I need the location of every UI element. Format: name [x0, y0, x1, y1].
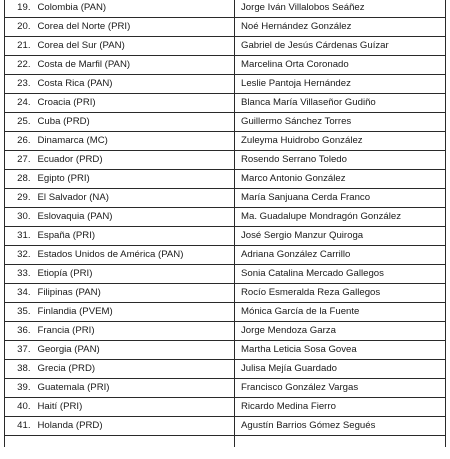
column-divider	[234, 435, 235, 447]
country-party-cell: Holanda (PRD)	[35, 417, 235, 436]
table-row	[5, 265, 446, 284]
row-number: 30.	[5, 208, 35, 227]
table-row	[5, 37, 446, 56]
legislator-name-cell: Leslie Pantoja Hernández	[235, 75, 446, 94]
table-row	[5, 75, 446, 94]
row-number: 35.	[5, 303, 35, 322]
row-number: 20.	[5, 18, 35, 37]
country-party-cell: Cuba (PRD)	[35, 113, 235, 132]
table-row	[5, 56, 446, 75]
legislator-name-cell: Marco Antonio González	[235, 170, 446, 189]
scanned-page	[4, 0, 446, 459]
table-row	[5, 113, 446, 132]
row-number: 29.	[5, 189, 35, 208]
legislator-name-cell: José Sergio Manzur Quiroga	[235, 227, 446, 246]
row-number: 31.	[5, 227, 35, 246]
legislator-name-cell: Jorge Mendoza Garza	[235, 322, 446, 341]
country-party-cell: Haití (PRI)	[35, 398, 235, 417]
country-party-cell: Eslovaquia (PAN)	[35, 208, 235, 227]
row-number: 41.	[5, 417, 35, 436]
legislator-name-cell: Sonia Catalina Mercado Gallegos	[235, 265, 446, 284]
row-number: 37.	[5, 341, 35, 360]
row-number: 23.	[5, 75, 35, 94]
table-row	[5, 379, 446, 398]
legislator-name-cell: Marcelina Orta Coronado	[235, 56, 446, 75]
country-party-cell: Filipinas (PAN)	[35, 284, 235, 303]
row-number: 19.	[5, 0, 35, 18]
assignment-table	[4, 0, 446, 436]
country-party-cell: Francia (PRI)	[35, 322, 235, 341]
table-row	[5, 189, 446, 208]
legislator-name-cell: Martha Leticia Sosa Govea	[235, 341, 446, 360]
legislator-name-cell: Mónica García de la Fuente	[235, 303, 446, 322]
country-party-cell: Corea del Sur (PAN)	[35, 37, 235, 56]
legislator-name-cell: Agustín Barrios Gómez Segués	[235, 417, 446, 436]
table-row	[5, 303, 446, 322]
country-party-cell: Georgia (PAN)	[35, 341, 235, 360]
country-party-cell: España (PRI)	[35, 227, 235, 246]
table-row	[5, 246, 446, 265]
legislator-name-cell: Francisco González Vargas	[235, 379, 446, 398]
country-party-cell: Costa Rica (PAN)	[35, 75, 235, 94]
table-row	[5, 417, 446, 436]
country-party-cell: Estados Unidos de América (PAN)	[35, 246, 235, 265]
country-party-cell: Egipto (PRI)	[35, 170, 235, 189]
row-number: 28.	[5, 170, 35, 189]
country-party-cell: Guatemala (PRI)	[35, 379, 235, 398]
row-number: 26.	[5, 132, 35, 151]
country-party-cell: Costa de Marfil (PAN)	[35, 56, 235, 75]
legislator-name-cell: Ricardo Medina Fierro	[235, 398, 446, 417]
legislator-name-cell: Adriana González Carrillo	[235, 246, 446, 265]
legislator-name-cell: Rocío Esmeralda Reza Gallegos	[235, 284, 446, 303]
table-row	[5, 208, 446, 227]
table-row	[5, 284, 446, 303]
legislator-name-cell: Noé Hernández González	[235, 18, 446, 37]
row-number: 33.	[5, 265, 35, 284]
legislator-name-cell: Guillermo Sánchez Torres	[235, 113, 446, 132]
table-row	[5, 360, 446, 379]
country-party-cell: Finlandia (PVEM)	[35, 303, 235, 322]
legislator-name-cell: Jorge Iván Villalobos Seáñez	[235, 0, 446, 18]
table-row	[5, 398, 446, 417]
row-number: 25.	[5, 113, 35, 132]
row-number: 34.	[5, 284, 35, 303]
row-number: 22.	[5, 56, 35, 75]
row-number: 24.	[5, 94, 35, 113]
row-number: 38.	[5, 360, 35, 379]
table-row	[5, 0, 446, 18]
row-number: 27.	[5, 151, 35, 170]
table-row	[5, 170, 446, 189]
country-party-cell: Grecia (PRD)	[35, 360, 235, 379]
table-row	[5, 18, 446, 37]
table-row	[5, 341, 446, 360]
table-row	[5, 132, 446, 151]
row-number: 21.	[5, 37, 35, 56]
legislator-name-cell: María Sanjuana Cerda Franco	[235, 189, 446, 208]
row-number: 40.	[5, 398, 35, 417]
legislator-name-cell: Ma. Guadalupe Mondragón González	[235, 208, 446, 227]
country-party-cell: Croacia (PRI)	[35, 94, 235, 113]
legislator-name-cell: Blanca María Villaseñor Gudiño	[235, 94, 446, 113]
row-number: 39.	[5, 379, 35, 398]
legislator-name-cell: Gabriel de Jesús Cárdenas Guízar	[235, 37, 446, 56]
country-party-cell: Etiopía (PRI)	[35, 265, 235, 284]
row-number: 36.	[5, 322, 35, 341]
table-row	[5, 94, 446, 113]
country-party-cell: Dinamarca (MC)	[35, 132, 235, 151]
table-row	[5, 322, 446, 341]
country-party-cell: El Salvador (NA)	[35, 189, 235, 208]
country-party-cell: Colombia (PAN)	[35, 0, 235, 18]
legislator-name-cell: Zuleyma Huidrobo González	[235, 132, 446, 151]
legislator-name-cell: Rosendo Serrano Toledo	[235, 151, 446, 170]
country-party-cell: Ecuador (PRD)	[35, 151, 235, 170]
legislator-name-cell: Julisa Mejía Guardado	[235, 360, 446, 379]
table-row	[5, 227, 446, 246]
country-party-cell: Corea del Norte (PRI)	[35, 18, 235, 37]
table-row	[5, 151, 446, 170]
row-number: 32.	[5, 246, 35, 265]
table-continuation	[4, 435, 446, 447]
assignment-table-body	[5, 0, 446, 436]
